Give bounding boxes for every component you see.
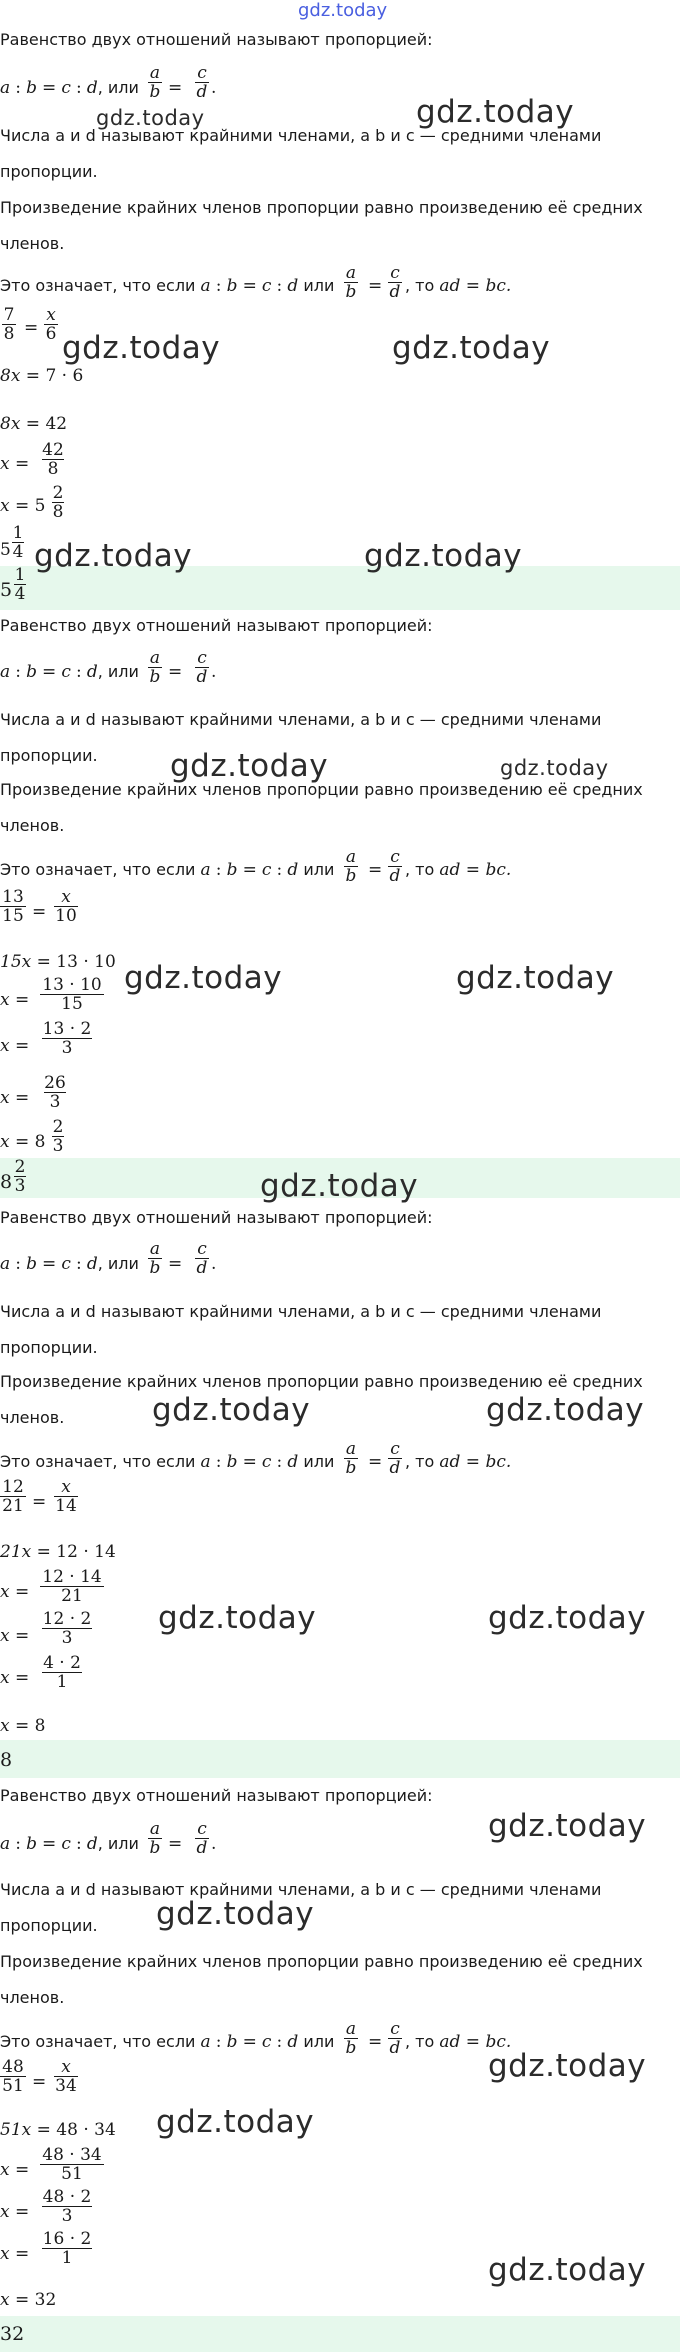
theory-text: Произведение крайних членов пропорции равно произведению её средних [0, 1952, 643, 1971]
fraction-c-d: $\frac{c}{d}$ [196, 63, 208, 102]
equation-step: x = [0, 1626, 30, 1646]
theory-text: Числа a и d называют крайними членами, а b и c — средними членами [0, 126, 602, 145]
answer-value: 32 [0, 2323, 25, 2345]
theory-text: Числа a и d называют крайними членами, а b и c — средними членами [0, 710, 602, 729]
answer-value: 5 [0, 579, 13, 601]
equation-step: $\frac{12}{21}$ [0, 1478, 26, 1515]
theory-text: пропорции. [0, 746, 98, 765]
watermark: gdz.today [456, 960, 615, 996]
watermark: gdz.today [170, 748, 329, 784]
equation-step: $\frac{13}{15}$ [0, 888, 26, 925]
watermark: gdz.today [364, 538, 523, 574]
proportion-definition: a : b = c : d, или [0, 662, 139, 682]
theory-text: Числа a и d называют крайними членами, а b и c — средними членами [0, 1880, 602, 1899]
theory-text: Произведение крайних членов пропорции равно произведению её средних [0, 198, 643, 217]
site-logo[interactable]: gdz.today [298, 0, 388, 21]
watermark: gdz.today [488, 1808, 647, 1844]
proportion-definition: a : b = c : d, или [0, 1254, 139, 1274]
watermark: gdz.today [62, 330, 221, 366]
theory-text: пропорции. [0, 162, 98, 181]
answer-value: 8 [0, 1171, 13, 1193]
theory-rule: Это означает, что если a : b = c : d или [0, 1452, 335, 1472]
theory-text: Равенство двух отношений называют пропорцией: [0, 1786, 433, 1805]
theory-text: Произведение крайних членов пропорции равно произведению её средних [0, 1372, 643, 1391]
equation-step: $\frac{48}{51}$ [0, 2058, 26, 2095]
equation-step: 8x = 7 · 6 [0, 366, 84, 386]
equation-step: x = [0, 990, 30, 1010]
theory-text: Равенство двух отношений называют пропорцией: [0, 616, 433, 635]
fraction-a-b: $\frac{a}{b}$ [149, 63, 161, 102]
answer-box [0, 1740, 680, 1778]
theory-text: Произведение крайних членов пропорции равно произведению её средних [0, 780, 643, 799]
equation-step: x = 8 [0, 1132, 46, 1152]
equation-step: x = 5 [0, 496, 46, 516]
equation-step: x = 8 [0, 1716, 46, 1736]
watermark: gdz.today [392, 330, 551, 366]
equation-step: 15x = 13 · 10 [0, 952, 116, 972]
equation-step: x = [0, 1668, 30, 1688]
watermark: gdz.today [488, 1600, 647, 1636]
equation-step: x = 32 [0, 2290, 57, 2310]
watermark: gdz.today [96, 106, 205, 130]
equation-step: x = [0, 2160, 30, 2180]
watermark: gdz.today [158, 1600, 317, 1636]
proportion-definition: a : b = c : d, или [0, 1834, 139, 1854]
watermark: gdz.today [416, 94, 575, 130]
theory-rule: Это означает, что если a : b = c : d или [0, 276, 335, 296]
equation-step: x = [0, 2202, 30, 2222]
watermark: gdz.today [124, 960, 283, 996]
equation-step: x = [0, 1036, 30, 1056]
answer-value: 8 [0, 1749, 13, 1771]
watermark: gdz.today [152, 1392, 311, 1428]
equation-step: x = [0, 2244, 30, 2264]
watermark: gdz.today [488, 2048, 647, 2084]
equation-step: x = [0, 454, 30, 474]
equation-step: $\frac{7}{8}$ [3, 305, 15, 344]
watermark: gdz.today [34, 538, 193, 574]
equation-step: 8x = 42 [0, 414, 68, 434]
theory-rule: Это означает, что если a : b = c : d или [0, 2032, 335, 2052]
theory-text: членов. [0, 1408, 65, 1427]
watermark: gdz.today [156, 2104, 315, 2140]
watermark: gdz.today [488, 2252, 647, 2288]
watermark: gdz.today [260, 1168, 419, 1204]
equation-step: 51x = 48 · 34 [0, 2120, 116, 2140]
theory-text: Равенство двух отношений называют пропорцией: [0, 30, 433, 49]
theory-text: пропорции. [0, 1916, 98, 1935]
theory-text: пропорции. [0, 1338, 98, 1357]
theory-text: членов. [0, 816, 65, 835]
theory-text: членов. [0, 1988, 65, 2007]
equation-step: x = [0, 1088, 30, 1108]
watermark: gdz.today [156, 1896, 315, 1932]
theory-rule: Это означает, что если a : b = c : d или [0, 860, 335, 880]
theory-text: Числа a и d называют крайними членами, а b и c — средними членами [0, 1302, 602, 1321]
proportion-definition: a : b = c : d, или [0, 78, 139, 98]
watermark: gdz.today [500, 756, 609, 780]
theory-text: Равенство двух отношений называют пропорцией: [0, 1208, 433, 1227]
equation-step: 21x = 12 · 14 [0, 1542, 116, 1562]
answer-box [0, 2316, 680, 2352]
equation-step: x = [0, 1582, 30, 1602]
watermark: gdz.today [486, 1392, 645, 1428]
equation-step: 5 [0, 540, 11, 560]
theory-text: членов. [0, 234, 65, 253]
